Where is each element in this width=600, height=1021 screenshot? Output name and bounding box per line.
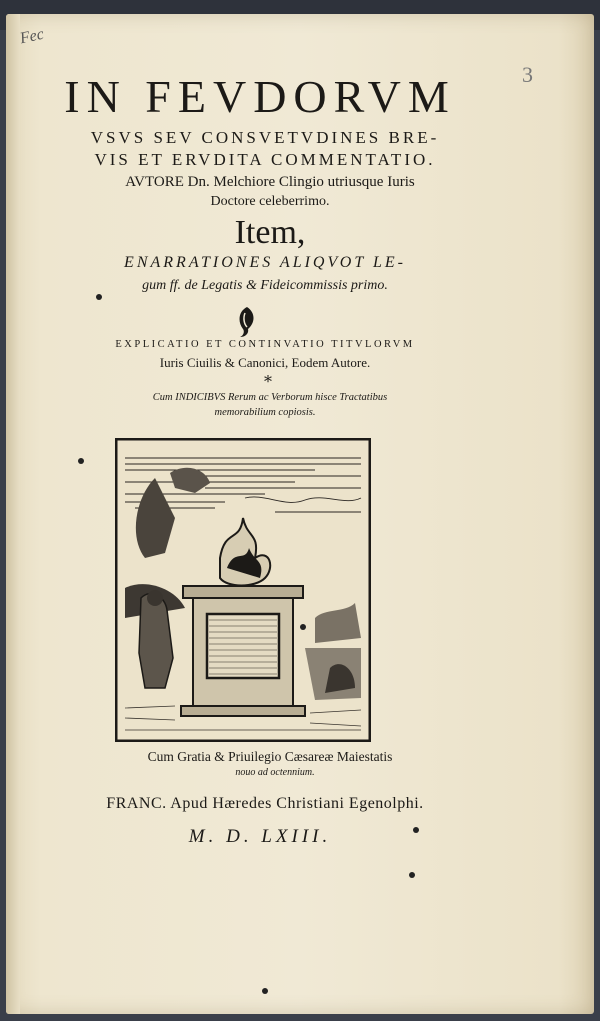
indicibus-line: Cum INDICIBVS Rerum ac Verborum hisce Tractatibus	[152, 392, 388, 403]
author-line: AVTORE Dn. Melchiore Clingio utriusque Iuris	[125, 174, 415, 190]
imprint-line: FRANC. Apud Hæredes Christiani Egenolphi.	[106, 795, 424, 812]
page-binding-edge	[6, 14, 20, 1014]
ink-dot	[300, 624, 306, 630]
title-line-3: VIS ET ERVDITA COMMENTATIO.	[94, 150, 436, 169]
title-line-1: IN FEVDORVM	[64, 71, 456, 122]
date-line: M. D. LXIII.	[188, 826, 332, 847]
privilege-line: Cum Gratia & Priuilegio Cæsareæ Maiestatis	[147, 749, 393, 764]
explicatio-line: EXPLICATIO ET CONTINVATIO TITVLORVM	[115, 339, 415, 350]
legatis-line: gum ff. de Legatis & Fideicommissis primo.	[142, 278, 388, 293]
leaf-ornament-icon	[231, 305, 263, 339]
ink-dot	[78, 458, 84, 464]
author-title-line: Doctore celeberrimo.	[210, 194, 330, 209]
ink-dot	[96, 294, 102, 300]
item-heading: Item,	[234, 214, 306, 251]
enarrationes-line: ENARRATIONES ALIQVOT LE-	[124, 254, 406, 271]
ink-dot	[262, 988, 268, 994]
handwritten-margin-note: Fec	[18, 25, 46, 48]
title-line-2: VSVS SEV CONSVETVDINES BRE-	[90, 128, 440, 147]
woodcut-illustration	[115, 438, 371, 742]
ink-dot	[409, 872, 415, 878]
privilege-duration-line: nouo ad octennium.	[235, 767, 315, 778]
memorabilium-line: memorabilium copiosis.	[214, 407, 316, 418]
asterisk-ornament: *	[264, 372, 272, 391]
ink-dot	[413, 827, 419, 833]
handwritten-page-number: 3	[522, 62, 533, 87]
iuris-line: Iuris Ciuilis & Canonici, Eodem Autore.	[159, 355, 371, 370]
